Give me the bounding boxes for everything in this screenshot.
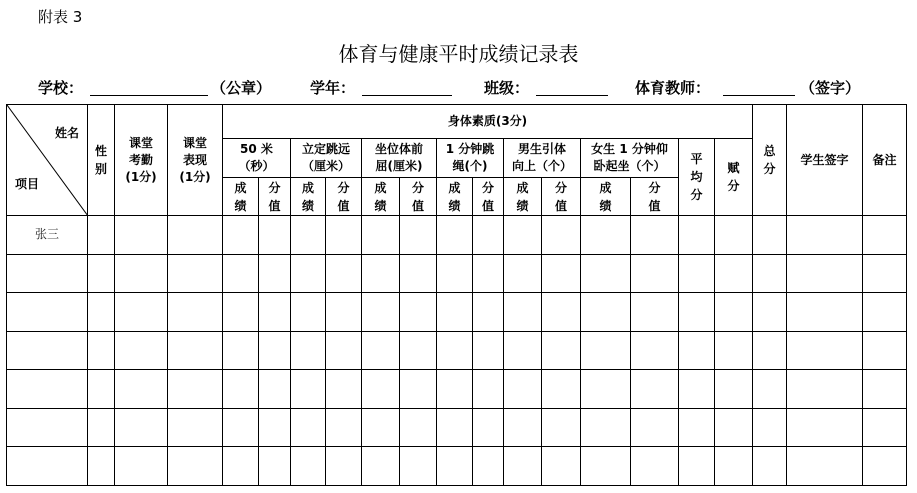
score-subheader: 成绩 bbox=[581, 178, 631, 216]
entry-cell[interactable] bbox=[504, 331, 542, 370]
entry-cell[interactable] bbox=[362, 254, 400, 293]
gender-header: 性别 bbox=[88, 105, 115, 216]
entry-cell[interactable] bbox=[362, 370, 400, 409]
entry-cell[interactable] bbox=[715, 370, 753, 409]
entry-cell[interactable] bbox=[223, 216, 259, 255]
entry-cell[interactable] bbox=[400, 408, 437, 447]
entry-cell[interactable] bbox=[223, 408, 259, 447]
entry-cell[interactable] bbox=[679, 293, 715, 332]
entry-cell[interactable] bbox=[326, 254, 362, 293]
entry-cell[interactable] bbox=[223, 293, 259, 332]
entry-cell[interactable] bbox=[631, 254, 679, 293]
entry-cell[interactable] bbox=[473, 254, 504, 293]
entry-cell[interactable] bbox=[88, 447, 115, 486]
remark-header: 备注 bbox=[863, 105, 907, 216]
table-row bbox=[7, 254, 907, 293]
entry-cell[interactable] bbox=[504, 216, 542, 255]
entry-cell[interactable] bbox=[679, 447, 715, 486]
entry-cell[interactable] bbox=[326, 331, 362, 370]
entry-cell[interactable] bbox=[115, 370, 168, 409]
entry-cell[interactable] bbox=[291, 447, 326, 486]
entry-cell[interactable] bbox=[631, 293, 679, 332]
entry-cell[interactable] bbox=[581, 331, 631, 370]
entry-cell[interactable] bbox=[542, 370, 581, 409]
score-subheader: 成绩 bbox=[437, 178, 473, 216]
score-subheader: 成绩 bbox=[223, 178, 259, 216]
entry-cell[interactable] bbox=[631, 216, 679, 255]
entry-cell[interactable] bbox=[787, 293, 863, 332]
value-subheader: 分值 bbox=[631, 178, 679, 216]
entry-cell[interactable] bbox=[787, 331, 863, 370]
entry-cell[interactable] bbox=[473, 408, 504, 447]
entry-cell[interactable] bbox=[631, 408, 679, 447]
entry-cell[interactable] bbox=[259, 254, 291, 293]
entry-cell[interactable] bbox=[291, 293, 326, 332]
entry-cell[interactable] bbox=[88, 370, 115, 409]
item-pull-up-header: 男生引体 向上（个） bbox=[504, 139, 581, 178]
entry-cell[interactable] bbox=[362, 447, 400, 486]
entry-cell[interactable] bbox=[168, 447, 223, 486]
entry-cell[interactable] bbox=[473, 447, 504, 486]
entry-cell[interactable] bbox=[504, 447, 542, 486]
entry-cell[interactable] bbox=[88, 216, 115, 255]
entry-cell[interactable] bbox=[437, 331, 473, 370]
entry-cell[interactable] bbox=[88, 408, 115, 447]
seal-note: （公章） bbox=[211, 79, 272, 97]
entry-cell[interactable] bbox=[631, 331, 679, 370]
total-header: 总分 bbox=[753, 105, 787, 216]
value-subheader: 分值 bbox=[473, 178, 504, 216]
entry-cell[interactable] bbox=[168, 408, 223, 447]
entry-cell[interactable] bbox=[437, 216, 473, 255]
entry-cell[interactable] bbox=[753, 254, 787, 293]
entry-cell[interactable] bbox=[863, 331, 907, 370]
student-name-cell[interactable] bbox=[7, 408, 88, 447]
entry-cell[interactable] bbox=[168, 370, 223, 409]
entry-cell[interactable] bbox=[259, 216, 291, 255]
item-long-jump-header: 立定跳远 （厘米） bbox=[291, 139, 362, 178]
value-subheader: 分值 bbox=[542, 178, 581, 216]
score-record-table bbox=[6, 104, 907, 486]
value-subheader: 分值 bbox=[400, 178, 437, 216]
entry-cell[interactable] bbox=[88, 331, 115, 370]
entry-cell[interactable] bbox=[88, 293, 115, 332]
entry-cell[interactable] bbox=[679, 331, 715, 370]
entry-cell[interactable] bbox=[631, 370, 679, 409]
student-name-cell[interactable]: 张三 bbox=[7, 216, 88, 255]
entry-cell[interactable] bbox=[437, 370, 473, 409]
entry-cell[interactable] bbox=[473, 216, 504, 255]
entry-cell[interactable] bbox=[715, 408, 753, 447]
table-row bbox=[7, 331, 907, 370]
entry-cell[interactable] bbox=[787, 408, 863, 447]
table-row bbox=[7, 370, 907, 409]
entry-cell[interactable] bbox=[400, 293, 437, 332]
entry-cell[interactable] bbox=[291, 408, 326, 447]
entry-cell[interactable] bbox=[168, 293, 223, 332]
entry-cell[interactable] bbox=[473, 293, 504, 332]
entry-cell[interactable] bbox=[326, 216, 362, 255]
entry-cell[interactable] bbox=[437, 293, 473, 332]
entry-cell[interactable] bbox=[88, 254, 115, 293]
entry-cell[interactable] bbox=[362, 331, 400, 370]
entry-cell[interactable] bbox=[437, 408, 473, 447]
entry-cell[interactable] bbox=[400, 216, 437, 255]
table-body bbox=[7, 216, 907, 486]
entry-cell[interactable] bbox=[863, 293, 907, 332]
score-subheader: 成绩 bbox=[362, 178, 400, 216]
entry-cell[interactable] bbox=[679, 408, 715, 447]
item-50m-header: 50 米 （秒） bbox=[223, 139, 291, 178]
table-row bbox=[7, 216, 907, 255]
signature-header: 学生签字 bbox=[787, 105, 863, 216]
fitness-header: 身体素质(3分) bbox=[223, 105, 753, 139]
class-blank-line bbox=[536, 95, 608, 96]
class-label: 班级： bbox=[484, 79, 530, 97]
entry-cell[interactable] bbox=[787, 254, 863, 293]
entry-cell[interactable] bbox=[581, 254, 631, 293]
score-subheader: 成绩 bbox=[291, 178, 326, 216]
corner-item-label: 项目 bbox=[15, 177, 40, 191]
entry-cell[interactable] bbox=[753, 293, 787, 332]
entry-cell[interactable] bbox=[542, 293, 581, 332]
entry-cell[interactable] bbox=[787, 447, 863, 486]
entry-cell[interactable] bbox=[753, 216, 787, 255]
entry-cell[interactable] bbox=[400, 254, 437, 293]
entry-cell[interactable] bbox=[715, 293, 753, 332]
entry-cell[interactable] bbox=[473, 370, 504, 409]
entry-cell[interactable] bbox=[168, 254, 223, 293]
entry-cell[interactable] bbox=[753, 370, 787, 409]
entry-cell[interactable] bbox=[542, 447, 581, 486]
entry-cell[interactable] bbox=[437, 447, 473, 486]
entry-cell[interactable] bbox=[115, 254, 168, 293]
assigned-header: 赋分 bbox=[715, 139, 753, 216]
entry-cell[interactable] bbox=[863, 216, 907, 255]
entry-cell[interactable] bbox=[504, 254, 542, 293]
teacher-blank-line bbox=[723, 95, 795, 96]
average-header: 平均分 bbox=[679, 139, 715, 216]
table-row bbox=[7, 408, 907, 447]
entry-cell[interactable] bbox=[326, 447, 362, 486]
student-name-cell[interactable] bbox=[7, 254, 88, 293]
page-title: 体育与健康平时成绩记录表 bbox=[338, 42, 579, 66]
entry-cell[interactable] bbox=[259, 293, 291, 332]
entry-cell[interactable] bbox=[291, 254, 326, 293]
entry-cell[interactable] bbox=[679, 216, 715, 255]
entry-cell[interactable] bbox=[326, 408, 362, 447]
entry-cell[interactable] bbox=[291, 331, 326, 370]
entry-cell[interactable] bbox=[581, 216, 631, 255]
entry-cell[interactable] bbox=[115, 408, 168, 447]
entry-cell[interactable] bbox=[362, 408, 400, 447]
entry-cell[interactable] bbox=[787, 370, 863, 409]
entry-cell[interactable] bbox=[400, 447, 437, 486]
entry-cell[interactable] bbox=[362, 216, 400, 255]
item-sit-up-header: 女生 1 分钟仰 卧起坐（个） bbox=[581, 139, 679, 178]
entry-cell[interactable] bbox=[542, 254, 581, 293]
entry-cell[interactable] bbox=[259, 408, 291, 447]
entry-cell[interactable] bbox=[259, 370, 291, 409]
entry-cell[interactable] bbox=[504, 370, 542, 409]
student-name-cell[interactable] bbox=[7, 331, 88, 370]
entry-cell[interactable] bbox=[400, 331, 437, 370]
table-row bbox=[7, 447, 907, 486]
entry-cell[interactable] bbox=[863, 447, 907, 486]
school-label: 学校： bbox=[38, 79, 84, 97]
item-sit-reach-header: 坐位体前 屈(厘米) bbox=[362, 139, 437, 178]
entry-cell[interactable] bbox=[581, 293, 631, 332]
entry-cell[interactable] bbox=[581, 370, 631, 409]
entry-cell[interactable] bbox=[115, 447, 168, 486]
student-name-cell[interactable] bbox=[7, 370, 88, 409]
entry-cell[interactable] bbox=[259, 447, 291, 486]
item-rope-skip-header: 1 分钟跳 绳(个) bbox=[437, 139, 504, 178]
corner-header-cell bbox=[7, 105, 88, 216]
entry-cell[interactable] bbox=[326, 370, 362, 409]
entry-cell[interactable] bbox=[168, 216, 223, 255]
student-name-cell[interactable] bbox=[7, 447, 88, 486]
entry-cell[interactable] bbox=[581, 447, 631, 486]
school-blank-line bbox=[90, 95, 208, 96]
student-name-cell[interactable] bbox=[7, 293, 88, 332]
sign-note: （签字） bbox=[800, 79, 861, 97]
diagonal-line bbox=[7, 105, 88, 216]
entry-cell[interactable] bbox=[679, 370, 715, 409]
entry-cell[interactable] bbox=[863, 408, 907, 447]
entry-cell[interactable] bbox=[715, 254, 753, 293]
entry-cell[interactable] bbox=[473, 331, 504, 370]
entry-cell[interactable] bbox=[715, 216, 753, 255]
entry-cell[interactable] bbox=[753, 331, 787, 370]
value-subheader: 分值 bbox=[259, 178, 291, 216]
entry-cell[interactable] bbox=[223, 331, 259, 370]
entry-cell[interactable] bbox=[400, 370, 437, 409]
entry-cell[interactable] bbox=[291, 216, 326, 255]
performance-header: 课堂 表现 (1分) bbox=[168, 105, 223, 216]
score-subheader: 成绩 bbox=[504, 178, 542, 216]
entry-cell[interactable] bbox=[863, 370, 907, 409]
year-blank-line bbox=[362, 95, 452, 96]
entry-cell[interactable] bbox=[715, 447, 753, 486]
entry-cell[interactable] bbox=[581, 408, 631, 447]
entry-cell[interactable] bbox=[168, 331, 223, 370]
table-row bbox=[7, 293, 907, 332]
entry-cell[interactable] bbox=[542, 408, 581, 447]
entry-cell[interactable] bbox=[863, 254, 907, 293]
entry-cell[interactable] bbox=[115, 216, 168, 255]
entry-cell[interactable] bbox=[504, 408, 542, 447]
entry-cell[interactable] bbox=[437, 254, 473, 293]
teacher-label: 体育教师： bbox=[635, 79, 711, 97]
entry-cell[interactable] bbox=[753, 447, 787, 486]
entry-cell[interactable] bbox=[115, 293, 168, 332]
appendix-label: 附表 3 bbox=[38, 8, 83, 26]
entry-cell[interactable] bbox=[291, 370, 326, 409]
entry-cell[interactable] bbox=[326, 293, 362, 332]
entry-cell[interactable] bbox=[679, 254, 715, 293]
entry-cell[interactable] bbox=[504, 293, 542, 332]
entry-cell[interactable] bbox=[631, 447, 679, 486]
entry-cell[interactable] bbox=[259, 331, 291, 370]
attendance-header: 课堂 考勤 (1分) bbox=[115, 105, 168, 216]
entry-cell[interactable] bbox=[715, 331, 753, 370]
value-subheader: 分值 bbox=[326, 178, 362, 216]
year-label: 学年： bbox=[310, 79, 356, 97]
entry-cell[interactable] bbox=[753, 408, 787, 447]
entry-cell[interactable] bbox=[542, 331, 581, 370]
entry-cell[interactable] bbox=[787, 216, 863, 255]
entry-cell[interactable] bbox=[223, 447, 259, 486]
entry-cell[interactable] bbox=[115, 331, 168, 370]
corner-name-label: 姓名 bbox=[54, 126, 79, 140]
entry-cell[interactable] bbox=[223, 370, 259, 409]
entry-cell[interactable] bbox=[362, 293, 400, 332]
entry-cell[interactable] bbox=[223, 254, 259, 293]
entry-cell[interactable] bbox=[542, 216, 581, 255]
